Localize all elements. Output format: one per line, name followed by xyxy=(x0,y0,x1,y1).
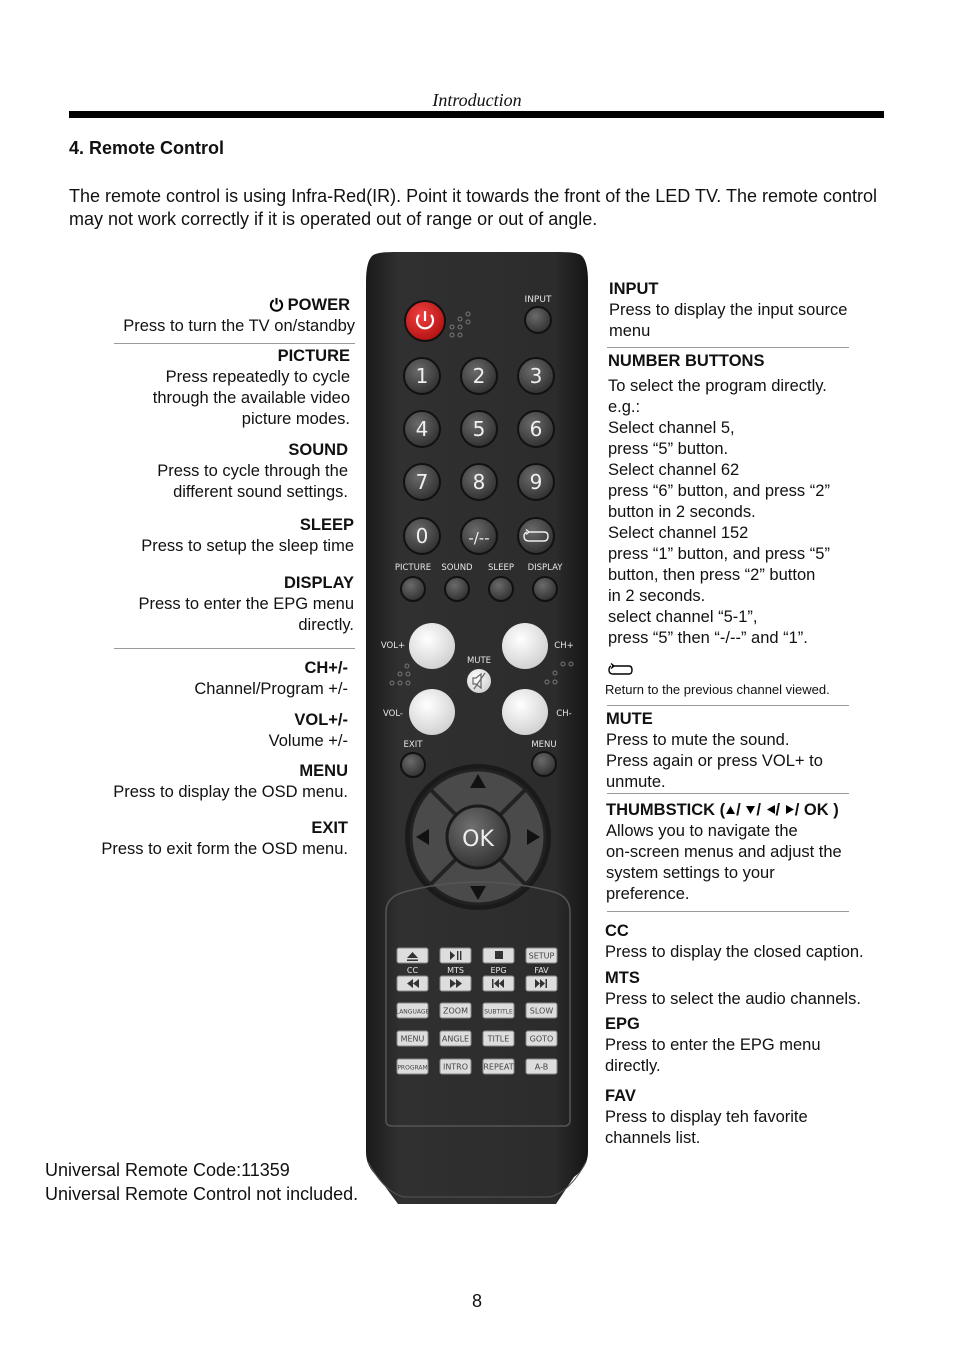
input-desc-1: Press to display the input source xyxy=(609,301,848,319)
return-icon xyxy=(607,662,635,678)
sound-label-block xyxy=(100,440,348,503)
menu-desc: Press to display the OSD menu. xyxy=(113,783,348,801)
grid-button-label: MENU xyxy=(400,1034,425,1044)
vol-minus-label: VOL- xyxy=(382,709,404,719)
power-desc: Press to turn the TV on/standby xyxy=(123,317,355,335)
vol-minus-button[interactable] xyxy=(409,689,455,735)
number-desc-line: Select channel 62 xyxy=(608,461,740,479)
mts-label: MTS xyxy=(447,966,464,975)
arrow-up-icon xyxy=(725,805,736,815)
ch-label-block xyxy=(100,658,348,700)
digit-label: 5 xyxy=(472,417,486,441)
display-desc-1: Press to enter the EPG menu xyxy=(138,595,354,613)
vol-label-block xyxy=(100,710,348,752)
grid-button-label: GOTO xyxy=(529,1034,554,1044)
cc-label-block xyxy=(605,921,905,963)
digit-label: 8 xyxy=(472,470,486,494)
number-desc-line: press “6” button, and press “2” xyxy=(608,482,830,500)
sound-title: SOUND xyxy=(288,441,348,459)
digit-label: 2 xyxy=(472,364,486,388)
digit-label: 0 xyxy=(415,524,429,548)
display-desc-2: directly. xyxy=(298,616,354,634)
arrow-down-icon xyxy=(745,805,756,815)
number-desc-line: select channel “5-1”, xyxy=(608,608,758,626)
exit-title: EXIT xyxy=(311,819,348,837)
fav-label: FAV xyxy=(534,966,549,975)
cc-desc: Press to display the closed caption. xyxy=(605,943,864,961)
separator: / xyxy=(756,801,761,819)
remote-code: Universal Remote Code:11359 xyxy=(45,1160,290,1180)
function-label: DISPLAY xyxy=(527,563,563,573)
sleep-button[interactable] xyxy=(489,577,513,601)
mute-title: MUTE xyxy=(606,710,653,728)
thumbstick-title-text: THUMBSTICK ( xyxy=(606,801,726,819)
separator: / xyxy=(775,801,781,819)
vol-title: VOL+/- xyxy=(294,711,348,729)
digit-label: 9 xyxy=(529,470,543,494)
grid-button-label: SLOW xyxy=(529,1006,554,1016)
picture-desc-2: through the available video xyxy=(152,389,350,407)
number-desc-line: press “5” then “-/--” and “1”. xyxy=(608,629,808,647)
menu-button[interactable] xyxy=(532,752,556,776)
fav-desc-2: channels list. xyxy=(605,1129,701,1147)
grid-button-label: PROGRAM xyxy=(397,1064,428,1072)
fav-title: FAV xyxy=(605,1087,636,1105)
arrow-right-icon xyxy=(785,804,795,815)
sleep-label-block xyxy=(100,515,354,557)
sound-button[interactable] xyxy=(445,577,469,601)
number-title: NUMBER BUTTONS xyxy=(608,352,765,370)
number-desc-line: button, then press “2” button xyxy=(608,566,816,584)
ch-minus-button[interactable] xyxy=(502,689,548,735)
display-button[interactable] xyxy=(533,577,557,601)
power-icon xyxy=(269,297,284,312)
power-label-block xyxy=(100,295,355,337)
thumbstick-desc-2: on-screen menus and adjust the xyxy=(606,843,842,861)
picture-button[interactable] xyxy=(401,577,425,601)
remote-note: Universal Remote Control not included. xyxy=(45,1184,359,1204)
mute-desc-2: Press again or press VOL+ to xyxy=(606,752,823,770)
digit-label: -/-- xyxy=(468,529,490,547)
section-title: 4. Remote Control xyxy=(69,138,225,158)
epg-label-block xyxy=(605,1014,905,1077)
sound-desc-2: different sound settings. xyxy=(173,483,348,501)
header-rule xyxy=(69,111,884,118)
grid-button-label: TITLE xyxy=(487,1034,510,1044)
thumbstick-label-block xyxy=(606,800,876,905)
function-label: SOUND xyxy=(441,563,473,573)
function-label: SLEEP xyxy=(488,563,514,573)
vol-plus-label: VOL+ xyxy=(380,641,406,651)
epg-label: EPG xyxy=(490,966,507,975)
exit-button[interactable] xyxy=(401,753,425,777)
menu-label-block xyxy=(80,761,348,803)
number-desc-line: in 2 seconds. xyxy=(608,587,706,605)
power-title-text: POWER xyxy=(287,296,350,314)
picture-title: PICTURE xyxy=(277,347,350,365)
mts-desc: Press to select the audio channels. xyxy=(605,990,861,1008)
number-desc-line: press “5” button. xyxy=(608,440,729,458)
return-desc: Return to the previous channel viewed. xyxy=(605,682,830,697)
epg-title: EPG xyxy=(605,1015,640,1033)
digit-label: 1 xyxy=(415,364,429,388)
function-label: PICTURE xyxy=(394,563,432,573)
separator: / xyxy=(736,801,741,819)
thumbstick-title xyxy=(606,800,876,821)
play-pause-button[interactable] xyxy=(440,948,471,963)
menu-title: MENU xyxy=(299,762,348,780)
divider xyxy=(607,705,849,706)
stop-icon xyxy=(495,951,503,959)
separator: / xyxy=(794,801,800,819)
ok-text: OK xyxy=(803,801,829,819)
number-desc-line: Select channel 152 xyxy=(608,524,749,542)
ch-title: CH+/- xyxy=(304,659,348,677)
thumbstick-title-close: ) xyxy=(833,801,839,819)
thumbstick-desc-3: system settings to your xyxy=(606,864,775,882)
digit-label: 3 xyxy=(529,364,543,388)
number-desc-line: Select channel 5, xyxy=(608,419,735,437)
power-title xyxy=(100,295,355,316)
menu-label: MENU xyxy=(531,740,557,750)
ok-label: OK xyxy=(462,827,494,852)
number-desc-line: e.g.: xyxy=(608,398,641,416)
number-label-block xyxy=(608,351,888,649)
ch-plus-label: CH+ xyxy=(554,641,574,651)
cc-label: CC xyxy=(406,966,419,975)
digit-label: 4 xyxy=(415,417,429,441)
picture-label-block xyxy=(100,346,350,430)
divider xyxy=(114,648,355,649)
number-desc-line: press “1” button, and press “5” xyxy=(608,545,830,563)
divider xyxy=(607,347,849,348)
page-number: 8 xyxy=(471,1291,482,1311)
grid-button-label: REPEAT xyxy=(483,1062,514,1072)
vol-desc: Volume +/- xyxy=(268,732,348,750)
input-desc-2: menu xyxy=(609,322,651,340)
input-button[interactable] xyxy=(525,307,551,333)
remote-control-illustration xyxy=(364,252,590,1208)
divider xyxy=(607,793,849,794)
return-icon-wrap xyxy=(607,662,635,683)
ch-plus-button[interactable] xyxy=(502,623,548,669)
running-title: Introduction xyxy=(432,90,522,110)
mute-desc-1: Press to mute the sound. xyxy=(606,731,790,749)
grid-button-label: ANGLE xyxy=(441,1034,470,1044)
sound-desc-1: Press to cycle through the xyxy=(157,462,348,480)
digit-label: 7 xyxy=(415,470,429,494)
mts-label-block xyxy=(605,968,905,1010)
exit-label-block xyxy=(70,818,348,860)
number-desc-line: button in 2 seconds. xyxy=(608,503,756,521)
exit-desc: Press to exit form the OSD menu. xyxy=(101,840,348,858)
fav-desc-1: Press to display teh favorite xyxy=(605,1108,808,1126)
setup-label: SETUP xyxy=(528,951,555,961)
vol-plus-button[interactable] xyxy=(409,623,455,669)
grid-button-label: A-B xyxy=(534,1062,549,1072)
mute-label: MUTE xyxy=(466,656,492,666)
arrow-left-icon xyxy=(766,804,776,815)
grid-button-label: ZOOM xyxy=(443,1006,468,1016)
display-title: DISPLAY xyxy=(284,574,354,592)
picture-desc-1: Press repeatedly to cycle xyxy=(165,368,350,386)
mute-label-block xyxy=(606,709,866,793)
thumbstick-desc-1: Allows you to navigate the xyxy=(606,822,798,840)
sleep-desc: Press to setup the sleep time xyxy=(141,537,354,555)
sleep-title: SLEEP xyxy=(299,516,354,534)
exit-label: EXIT xyxy=(403,740,423,750)
ch-minus-label: CH- xyxy=(556,709,572,719)
divider xyxy=(607,911,849,912)
picture-desc-3: picture modes. xyxy=(241,410,350,428)
ch-desc: Channel/Program +/- xyxy=(194,680,348,698)
input-label-block xyxy=(609,279,879,342)
fav-label-block xyxy=(605,1086,905,1149)
grid-button-label: LANGUAGE xyxy=(395,1008,430,1016)
input-title: INPUT xyxy=(609,280,659,298)
remote-input-label: INPUT xyxy=(524,295,552,305)
divider xyxy=(114,343,355,344)
number-desc-line: To select the program directly. xyxy=(608,377,827,395)
cc-title: CC xyxy=(605,922,629,940)
intro-paragraph: The remote control is using Infra-Red(IR). Point it towards the front of the LED TV. The remote control may not work correctly if it is operated out of range or out of angle. xyxy=(69,186,878,229)
display-label-block xyxy=(100,573,354,636)
grid-button-label: SUBTITLE xyxy=(484,1008,513,1016)
grid-button-label: INTRO xyxy=(442,1062,469,1072)
mts-title: MTS xyxy=(605,969,640,987)
digit-label: 6 xyxy=(529,417,543,441)
epg-desc-1: Press to enter the EPG menu xyxy=(605,1036,821,1054)
thumbstick-desc-4: preference. xyxy=(606,885,690,903)
mute-desc-3: unmute. xyxy=(606,773,666,791)
epg-desc-2: directly. xyxy=(605,1057,661,1075)
